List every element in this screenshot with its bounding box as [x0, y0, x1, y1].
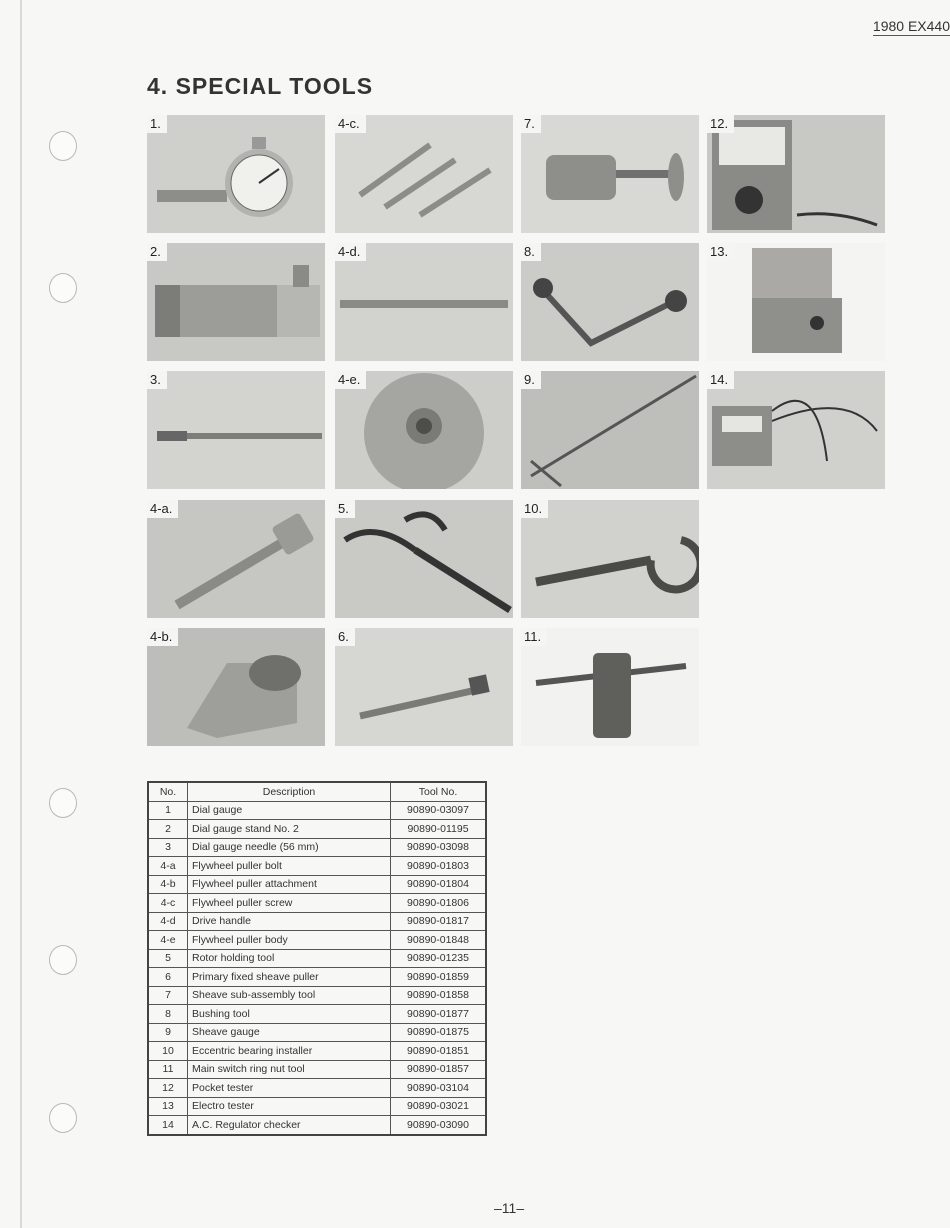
table-row	[148, 1116, 486, 1135]
row-description: Electro tester	[188, 1097, 391, 1116]
photo-label: 5.	[335, 500, 355, 518]
section-title: 4. SPECIAL TOOLS	[147, 73, 374, 99]
tool-photo-4e	[335, 371, 513, 489]
photo-label: 3.	[147, 371, 167, 389]
header-description: Description	[188, 782, 391, 801]
table-row	[148, 1097, 486, 1116]
row-description: Bushing tool	[188, 1005, 391, 1024]
sheave-sub-assembly-tool-icon	[521, 115, 699, 233]
tool-photo-4d	[335, 243, 513, 361]
row-tool-no: 90890-03021	[391, 1097, 487, 1116]
row-tool-no: 90890-01817	[391, 912, 487, 931]
row-tool-no: 90890-01806	[391, 894, 487, 913]
rotor-holding-tool-icon	[335, 500, 513, 618]
dial-gauge-stand-icon	[147, 243, 325, 361]
binder-edge	[20, 0, 22, 1228]
row-tool-no: 90890-01877	[391, 1005, 487, 1024]
row-no: 10	[148, 1042, 188, 1061]
row-tool-no: 90890-03097	[391, 801, 487, 820]
row-tool-no: 90890-03104	[391, 1079, 487, 1098]
row-description: Flywheel puller body	[188, 931, 391, 950]
photo-label: 6.	[335, 628, 355, 646]
tool-photo-5	[335, 500, 513, 618]
row-no: 4-d	[148, 912, 188, 931]
row-description: Drive handle	[188, 912, 391, 931]
gauge-needle-icon	[147, 371, 325, 489]
binder-hole	[49, 945, 77, 975]
row-no: 5	[148, 949, 188, 968]
photo-label: 11.	[521, 628, 547, 646]
table-row	[148, 838, 486, 857]
photo-label: 4-e.	[335, 371, 366, 389]
row-description: Flywheel puller bolt	[188, 857, 391, 876]
row-description: Eccentric bearing installer	[188, 1042, 391, 1061]
table-row	[148, 931, 486, 950]
dial-gauge-icon	[147, 115, 325, 233]
row-tool-no: 90890-01858	[391, 986, 487, 1005]
row-no: 4-c	[148, 894, 188, 913]
sheave-gauge-icon	[521, 371, 699, 489]
row-tool-no: 90890-01851	[391, 1042, 487, 1061]
binder-hole	[49, 273, 77, 303]
header-tool-no: Tool No.	[391, 782, 487, 801]
photo-label: 9.	[521, 371, 541, 389]
tool-photo-10	[521, 500, 699, 618]
table-row	[148, 857, 486, 876]
photo-label: 12.	[707, 115, 734, 133]
row-tool-no: 90890-01859	[391, 968, 487, 987]
sheave-puller-icon	[335, 628, 513, 746]
table-row	[148, 820, 486, 839]
tool-photo-4b	[147, 628, 325, 746]
row-description: Flywheel puller attachment	[188, 875, 391, 894]
row-no: 7	[148, 986, 188, 1005]
ring-nut-tool-icon	[521, 628, 699, 746]
row-tool-no: 90890-01848	[391, 931, 487, 950]
header-no: No.	[148, 782, 188, 801]
tool-photo-12	[707, 115, 885, 233]
row-description: Sheave sub-assembly tool	[188, 986, 391, 1005]
row-description: Main switch ring nut tool	[188, 1060, 391, 1079]
photo-label: 8.	[521, 243, 541, 261]
photo-label: 4-c.	[335, 115, 366, 133]
table-row	[148, 1023, 486, 1042]
table-header-row	[148, 782, 486, 801]
table-row	[148, 912, 486, 931]
table-row	[148, 1042, 486, 1061]
row-description: Sheave gauge	[188, 1023, 391, 1042]
photo-label: 7.	[521, 115, 541, 133]
photo-label: 4-a.	[147, 500, 178, 518]
row-no: 6	[148, 968, 188, 987]
row-tool-no: 90890-03098	[391, 838, 487, 857]
row-tool-no: 90890-01195	[391, 820, 487, 839]
page-number: –11–	[494, 1200, 525, 1216]
bushing-tool-icon	[521, 243, 699, 361]
row-no: 1	[148, 801, 188, 820]
photo-label: 14.	[707, 371, 734, 389]
tool-photo-9	[521, 371, 699, 489]
row-tool-no: 90890-01875	[391, 1023, 487, 1042]
table-row	[148, 986, 486, 1005]
model-code: 1980 EX440	[872, 18, 950, 34]
row-description: A.C. Regulator checker	[188, 1116, 391, 1135]
row-description: Dial gauge needle (56 mm)	[188, 838, 391, 857]
tool-photo-14	[707, 371, 885, 489]
row-no: 4-e	[148, 931, 188, 950]
photo-label: 4-b.	[147, 628, 178, 646]
tool-photo-3	[147, 371, 325, 489]
photo-label: 10.	[521, 500, 548, 518]
special-tools-table	[147, 781, 487, 1136]
tool-photo-4c	[335, 115, 513, 233]
table-row	[148, 1060, 486, 1079]
row-tool-no: 90890-03090	[391, 1116, 487, 1135]
tool-photo-11	[521, 628, 699, 746]
tool-photo-1	[147, 115, 325, 233]
row-no: 8	[148, 1005, 188, 1024]
row-description: Dial gauge	[188, 801, 391, 820]
tool-photo-4a	[147, 500, 325, 618]
row-no: 4-a	[148, 857, 188, 876]
row-no: 4-b	[148, 875, 188, 894]
tool-photo-8	[521, 243, 699, 361]
row-no: 9	[148, 1023, 188, 1042]
binder-hole	[49, 131, 77, 161]
photo-label: 4-d.	[335, 243, 366, 261]
table-row	[148, 894, 486, 913]
photo-label: 1.	[147, 115, 167, 133]
row-description: Pocket tester	[188, 1079, 391, 1098]
table-row	[148, 875, 486, 894]
row-tool-no: 90890-01804	[391, 875, 487, 894]
row-description: Rotor holding tool	[188, 949, 391, 968]
row-description: Flywheel puller screw	[188, 894, 391, 913]
binder-hole	[49, 788, 77, 818]
row-tool-no: 90890-01235	[391, 949, 487, 968]
row-no: 12	[148, 1079, 188, 1098]
tool-photo-13	[707, 243, 885, 361]
photo-label: 13.	[707, 243, 734, 261]
row-no: 14	[148, 1116, 188, 1135]
row-no: 2	[148, 820, 188, 839]
binder-hole	[49, 1103, 77, 1133]
tool-photo-7	[521, 115, 699, 233]
table-row	[148, 949, 486, 968]
table-row	[148, 1079, 486, 1098]
row-description: Primary fixed sheave puller	[188, 968, 391, 987]
tool-photo-6	[335, 628, 513, 746]
table-row	[148, 1005, 486, 1024]
table-row	[148, 968, 486, 987]
row-no: 11	[148, 1060, 188, 1079]
row-no: 3	[148, 838, 188, 857]
row-tool-no: 90890-01803	[391, 857, 487, 876]
table-row	[148, 801, 486, 820]
row-tool-no: 90890-01857	[391, 1060, 487, 1079]
row-no: 13	[148, 1097, 188, 1116]
tool-photo-2	[147, 243, 325, 361]
row-description: Dial gauge stand No. 2	[188, 820, 391, 839]
photo-label: 2.	[147, 243, 167, 261]
